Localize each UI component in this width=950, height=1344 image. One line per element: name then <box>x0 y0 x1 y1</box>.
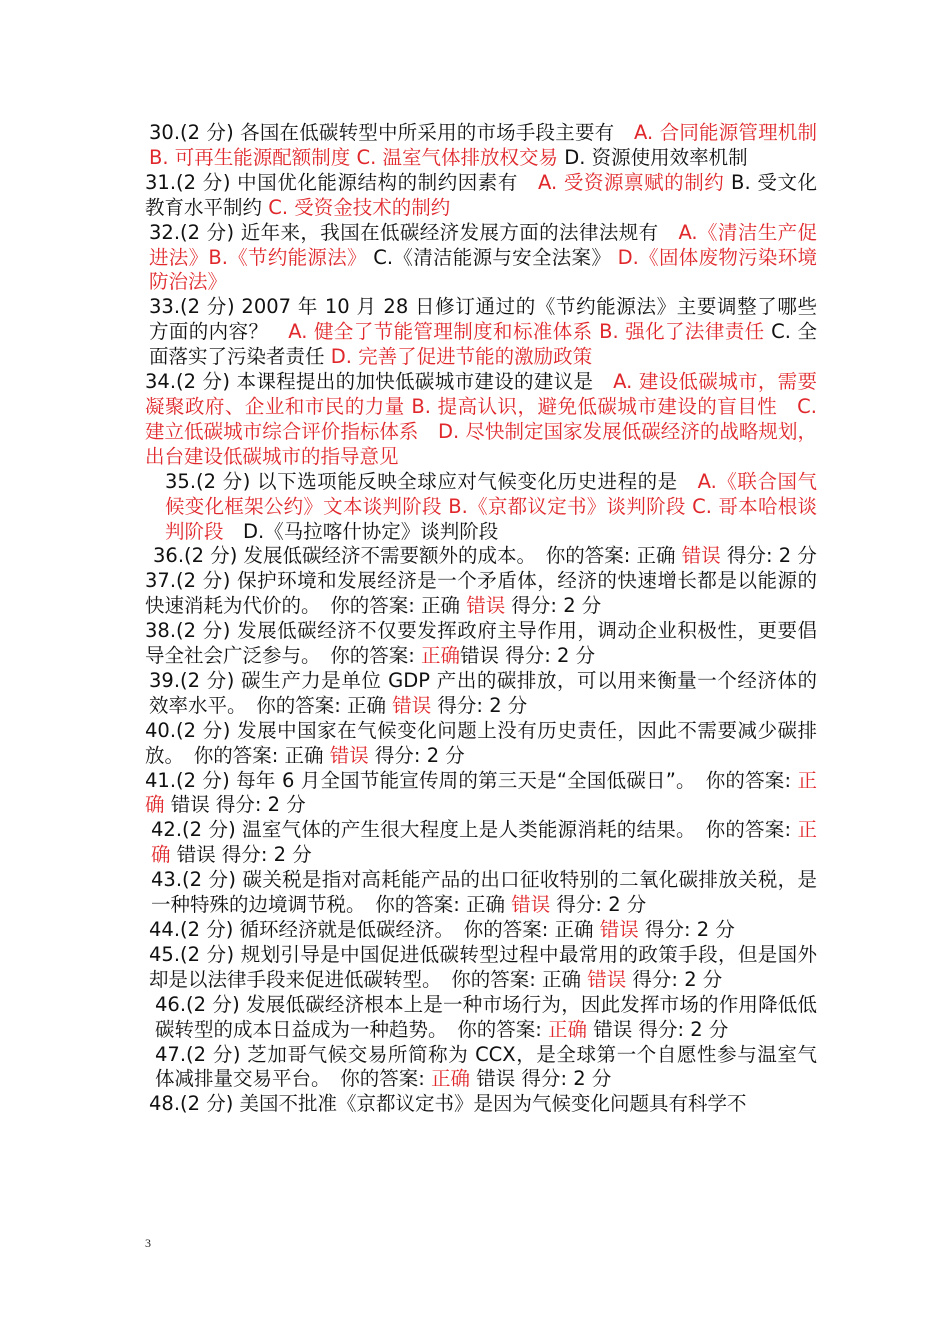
answer-highlight: A. 建设低碳城市，需要凝聚政府、企业和市民的力量 B. 提高认识，避免低碳城市建设的盲目性 C. 建立低碳城市综合评价指标体系 D. 尽快制定国家发展低碳经济的战略规划，出台建设低碳城市的指导意见 <box>145 370 817 468</box>
question-text: 48.(2 分) 美国不批准《京都议定书》是因为气候变化问题具有科学不 <box>149 1092 747 1116</box>
question-text: 得分: 2 分 <box>431 693 528 717</box>
question-item <box>145 121 817 171</box>
question-text: 42.(2 分) 温室气体的产生很大程度上是人类能源消耗的结果。 你的答案: <box>151 818 798 842</box>
question-item <box>145 868 817 918</box>
question-text: 得分: 2 分 <box>720 544 817 568</box>
question-item <box>145 993 817 1043</box>
question-text: 38.(2 分) 发展低碳经济不仅要发挥政府主导作用，调动企业积极性，更要倡导全社会广泛参与。 你的答案: <box>145 619 817 668</box>
question-item <box>145 544 817 569</box>
answer-highlight: A.《清洁生产促进法》B.《节约能源法》 <box>149 220 818 269</box>
question-text: 得分: 2 分 <box>638 918 735 941</box>
question-text: D. 资源使用效率机制 <box>558 145 748 169</box>
answer-highlight: 正确 <box>151 818 817 867</box>
question-item <box>145 470 817 545</box>
answer-highlight: 正确 <box>145 768 817 817</box>
question-text: 44.(2 分) 循环经济就是低碳经济。 你的答案: 正确 <box>149 918 600 941</box>
question-text: 得分: 2 分 <box>626 967 723 991</box>
answer-highlight: D. 完善了促进节能的激励政策 <box>330 345 593 369</box>
page-number: 3 <box>145 1236 151 1250</box>
question-text: 错误 得分: 2 分 <box>170 843 312 867</box>
answer-highlight: 错误 <box>587 967 627 991</box>
answer-highlight: 错误 <box>681 544 721 568</box>
question-text: 得分: 2 分 <box>550 893 647 917</box>
question-text: 错误 得分: 2 分 <box>164 793 306 817</box>
answer-highlight: 正确 <box>431 1067 471 1091</box>
answer-highlight: 错误 <box>599 918 639 941</box>
answer-highlight: 错误 <box>392 693 432 717</box>
question-text: 33.(2 分) 2007 年 10 月 28 日修订通过的《节约能源法》主要调整了哪些方面的内容？ <box>149 295 817 344</box>
answer-highlight: 正确 <box>548 1017 588 1041</box>
question-text: 35.(2 分) 以下选项能反映全球应对气候变化历史进程的是 <box>165 469 698 493</box>
question-text: 34.(2 分) 本课程提出的加快低碳城市建设的建议是 <box>145 370 614 394</box>
question-text: B. 受文化教育水平制约 <box>145 170 817 219</box>
question-text: 得分: 2 分 <box>368 743 465 767</box>
question-item <box>145 1092 817 1117</box>
question-text: 43.(2 分) 碳关税是指对高耗能产品的出口征收特别的二氧化碳排放关税，是一种特殊的边境调节税。 你的答案: 正确 <box>151 868 817 917</box>
answer-highlight: 正确 <box>421 644 461 668</box>
question-text: 47.(2 分) 芝加哥气候交易所简称为 CCX，是全球第一个自愿性参与温室气体减排量交易平台。 你的答案: <box>155 1042 817 1091</box>
answer-highlight: A. 合同能源管理机制 B. 可再生能源配额制度 C. 温室气体排放权交易 <box>149 121 817 169</box>
question-text: 错误 得分: 2 分 <box>460 644 596 668</box>
question-text: 31.(2 分) 中国优化能源结构的制约因素有 <box>145 170 538 194</box>
question-text: 41.(2 分) 每年 6 月全国节能宣传周的第三天是“全国低碳日”。 你的答案: <box>145 768 798 792</box>
question-item <box>145 943 817 993</box>
question-item <box>145 818 817 868</box>
question-text: C. 全面落实了污染者责任 <box>149 320 817 369</box>
question-item <box>145 569 817 619</box>
question-item <box>145 221 817 296</box>
answer-highlight: 错误 <box>466 594 506 618</box>
question-text: 45.(2 分) 规划引导是中国促进低碳转型过程中最常用的政策手段，但是国外却是以法律手段来促进低碳转型。 你的答案: 正确 <box>149 942 817 991</box>
question-text: C.《清洁能源与安全法案》 <box>366 245 618 269</box>
question-item <box>145 669 817 719</box>
answer-highlight: D.《固体废物污染环境防治法》 <box>149 245 817 294</box>
question-item <box>145 295 817 370</box>
question-text: 错误 得分: 2 分 <box>470 1067 612 1091</box>
question-text: 39.(2 分) 碳生产力是单位 GDP 产出的碳排放，可以用来衡量一个经济体的效率水平。 你的答案: 正确 <box>149 668 817 717</box>
question-list <box>145 121 817 1117</box>
question-text: 37.(2 分) 保护环境和发展经济是一个矛盾体，经济的快速增长都是以能源的快速消耗为代价的。 你的答案: 正确 <box>145 569 817 618</box>
question-item <box>145 769 817 819</box>
answer-highlight: A. 受资源禀赋的制约 <box>537 170 725 194</box>
question-text: 46.(2 分) 发展低碳经济根本上是一种市场行为，因此发挥市场的作用降低低碳转型的成本日益成为一种趋势。 你的答案: <box>155 992 817 1041</box>
answer-highlight: A.《联合国气候变化框架公约》文本谈判阶段 B.《京都议定书》谈判阶段 C. 哥本哈根谈判阶段 <box>165 469 817 543</box>
answer-highlight: C. 受资金技术的制约 <box>268 195 451 219</box>
question-text: 得分: 2 分 <box>505 594 602 618</box>
question-text: 30.(2 分) 各国在低碳转型中所采用的市场手段主要有 <box>149 121 635 144</box>
question-text: D.《马拉喀什协定》谈判阶段 <box>223 519 499 543</box>
answer-highlight: A. 健全了节能管理制度和标准体系 B. 强化了法律责任 <box>288 320 765 344</box>
question-item <box>145 619 817 669</box>
question-text: 32.(2 分) 近年来，我国在低碳经济发展方面的法律法规有 <box>149 220 679 244</box>
question-item <box>145 171 817 221</box>
question-item <box>145 719 817 769</box>
question-item <box>145 370 817 470</box>
question-item <box>145 918 817 943</box>
answer-highlight: 错误 <box>329 743 369 767</box>
question-item <box>145 1043 817 1093</box>
question-text: 40.(2 分) 发展中国家在气候变化问题上没有历史责任，因此不需要减少碳排放。 你的答案: 正确 <box>145 718 817 767</box>
question-text: 36.(2 分) 发展低碳经济不需要额外的成本。 你的答案: 正确 <box>153 544 682 568</box>
question-text: 错误 得分: 2 分 <box>587 1017 729 1041</box>
answer-highlight: 错误 <box>511 893 551 917</box>
